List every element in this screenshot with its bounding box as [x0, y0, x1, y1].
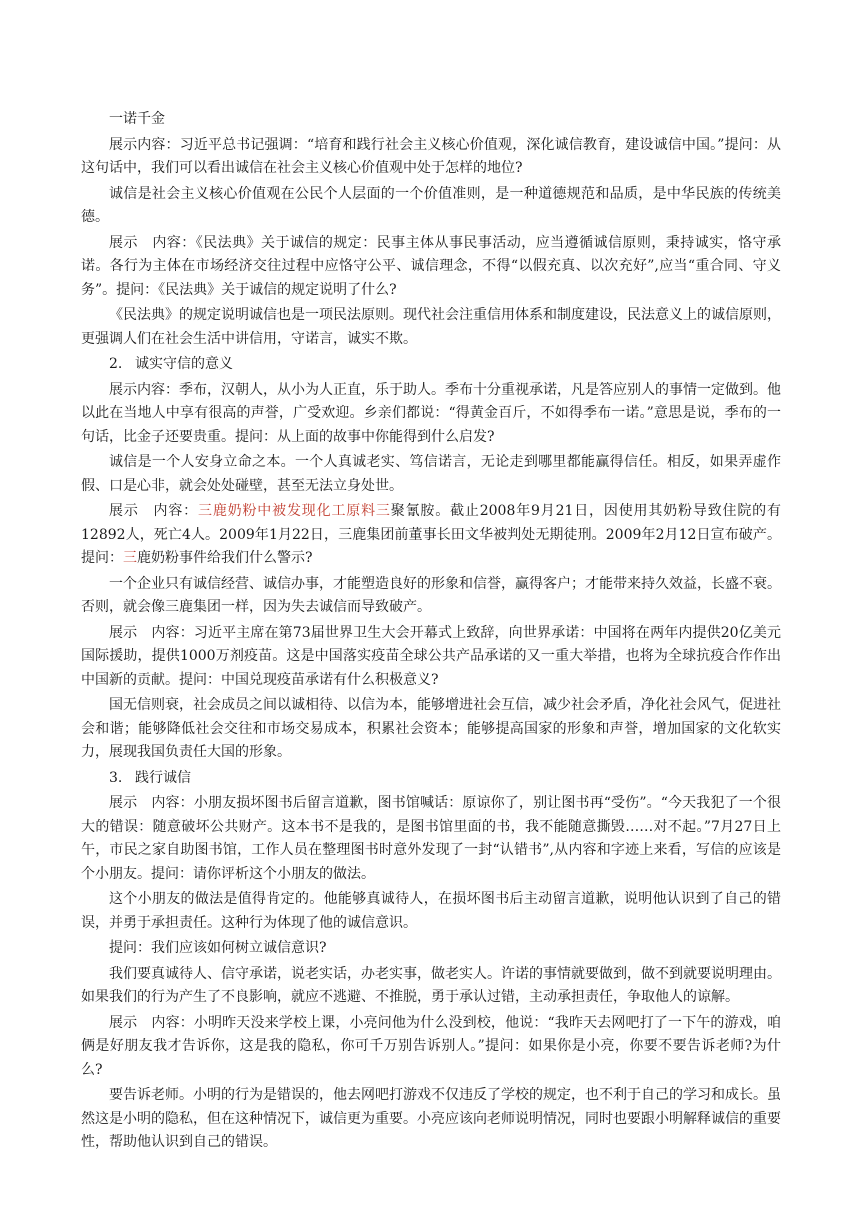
section-heading-text: 践行诚信	[135, 769, 191, 786]
paragraph	[81, 500, 781, 571]
highlighted-text: 三	[123, 550, 137, 566]
section-number: 2.	[109, 356, 123, 372]
paragraph: 《民法典》的规定说明诚信也是一项民法原则。现代社会注重信用体系和制度建设，民法意义上的诚信原则，更强调人们在社会生活中讲信用，守诺言，诚实不欺。	[81, 307, 781, 347]
section-number: 3.	[109, 769, 123, 786]
paragraph-text: 展示 内容：	[109, 503, 198, 519]
highlighted-text: 三鹿奶粉中被发现化工原料三	[197, 503, 391, 519]
paragraph: 展示 内容：小明昨天没来学校上课，小亮问他为什么没到校，他说：“我昨天去网吧打了一下午的游戏，咱俩是好朋友我才告诉你，这是我的隐私，你可千万别告诉别人。”提问：如果你是小亮，你要不要告诉老师?为什么?	[81, 1014, 781, 1078]
paragraph: 诚信是社会主义核心价值观在公民个人层面的一个价值准则，是一种道德规范和品质，是中华民族的传统美德。	[81, 185, 781, 225]
section-heading	[81, 767, 781, 791]
paragraph: 要告诉老师。小明的行为是错误的，他去网吧打游戏不仅违反了学校的规定，也不利于自己的学习和成长。虽然这是小明的隐私，但在这种情况下，诚信更为重要。小亮应该向老师说明情况，同时也要跟小明解释诚信的重要性，帮助他认识到自己的错误。	[81, 1087, 781, 1150]
section-heading-text: 诚实守信的意义	[135, 356, 233, 372]
paragraph-text: 鹿奶粉事件给我们什么警示?	[137, 550, 313, 566]
paragraph: 展示内容：习近平总书记强调：“培育和践行社会主义核心价值观，深化诚信教育，建设诚信中国。”提问：从这句话中，我们可以看出诚信在社会主义核心价值观中处于怎样的地位?	[81, 136, 781, 176]
paragraph: 一个企业只有诚信经营、诚信办事，才能塑造良好的形象和信誉，赢得客户；才能带来持久效益，长盛不衰。否则，就会像三鹿集团一样，因为失去诚信而导致破产。	[81, 575, 781, 615]
paragraph: 我们要真诚待人、信守承诺，说老实话，办老实事，做老实人。许诺的事情就要做到，做不到就要说明理由。如果我们的行为产生了不良影响，就应不逃避、不推脱，勇于承认过错，主动承担责任，争取他人的谅解。	[81, 965, 781, 1005]
paragraph: 展示内容：季布，汉朝人，从小为人正直，乐于助人。季布十分重视承诺，凡是答应别人的事情一定做到。他以此在当地人中享有很高的声誉，广受欢迎。乡亲们都说：“得黄金百斤，不如得季布一诺。”意思是说，季布的一句话，比金子还要贵重。提问：从上面的故事中你能得到什么启发?	[81, 381, 781, 445]
paragraph: 诚信是一个人安身立命之本。一个人真诚老实、笃信诺言，无论走到哪里都能赢得信任。相反，如果弄虚作假、口是心非，就会处处碰壁，甚至无法立身处世。	[81, 454, 781, 494]
paragraph: 提问：我们应该如何树立诚信意识?	[109, 940, 327, 956]
document-body	[81, 108, 781, 1157]
paragraph: 展示 内容：小朋友损坏图书后留言道歉，图书馆喊话：原谅你了，别让图书再“受伤”。“今天我犯了一个很大的错误：随意破坏公共财产。这本书不是我的，是图书馆里面的书，我不能随意撕毁……对不起。”7月27日上午，市民之家自助图书馆，工作人员在整理图书时意外发现了一封“认错书”,从内容和字迹上来看，写信的应该是个小朋友。提问：请你评析这个小朋友的做法。	[81, 795, 781, 882]
section-title: 一诺千金	[109, 111, 165, 127]
section-heading	[81, 353, 781, 377]
paragraph-text: 聚氰胺。截止2008年9月21日，因使用其奶粉导致住院的有12892人，死亡4人。2009年1月22日，三鹿集团前董事长田文华被判处无期徒刑。2009年2月12日宣布破产。提问：	[81, 503, 782, 566]
paragraph: 这个小朋友的做法是值得肯定的。他能够真诚待人，在损坏图书后主动留言道歉，说明他认识到了自己的错误，并勇于承担责任。这种行为体现了他的诚信意识。	[81, 891, 781, 931]
paragraph: 展示 内容：《民法典》关于诚信的规定：民事主体从事民事活动，应当遵循诚信原则，秉持诚实，恪守承诺。各行为主体在市场经济交往过程中应恪守公平、诚信理念，不得“以假充真、以次充好”,应当“重合同、守义务”。提问：《民法典》关于诚信的规定说明了什么?	[81, 234, 781, 298]
paragraph: 展示 内容：习近平主席在第73届世界卫生大会开幕式上致辞，向世界承诺：中国将在两年内提供20亿美元国际援助，提供1000万剂疫苗。这是中国落实疫苗全球公共产品承诺的又一重大举措，也将为全球抗疫合作作出中国新的贡献。提问：中国兑现疫苗承诺有什么积极意义?	[81, 624, 781, 688]
paragraph: 国无信则衰，社会成员之间以诚相待、以信为本，能够增进社会互信，减少社会矛盾，净化社会风气，促进社会和谐；能够降低社会交往和市场交易成本，积累社会资本；能够提高国家的形象和声誉，增加国家的文化软实力，展现我国负责任大国的形象。	[81, 697, 781, 760]
